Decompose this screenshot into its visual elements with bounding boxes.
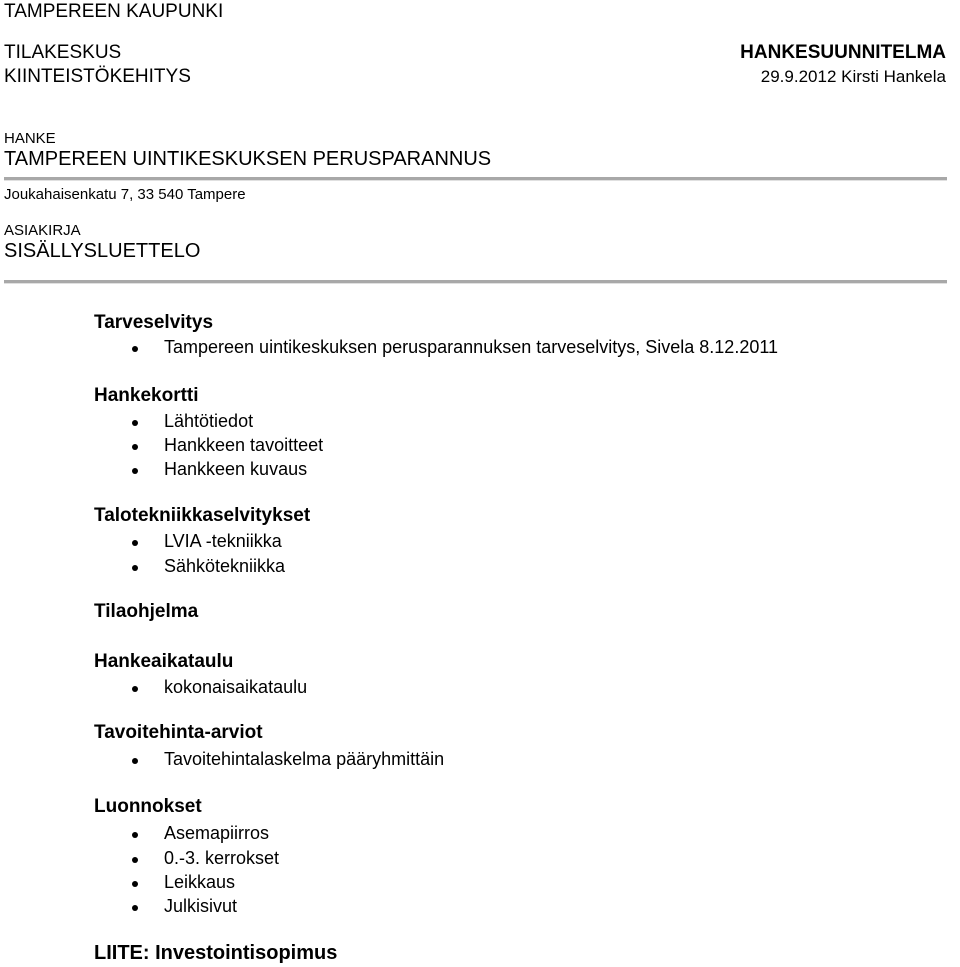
bullet-icon	[132, 857, 138, 863]
section-title: Hankeaikataulu	[94, 651, 234, 672]
bullet-icon	[132, 758, 138, 764]
section-title: Luonnokset	[94, 796, 202, 817]
project-title: TAMPEREEN UINTIKESKUKSEN PERUSPARANNUS	[4, 148, 492, 170]
bullet-icon	[132, 565, 138, 571]
list-item: LVIA -tekniikka	[164, 531, 282, 551]
list-item: 0.-3. kerrokset	[164, 848, 280, 868]
list-item: Tavoitehintalaskelma pääryhmittäin	[164, 749, 445, 769]
organization-name: TAMPEREEN KAUPUNKI	[4, 1, 224, 22]
document-type: HANKESUUNNITELMA	[740, 42, 946, 63]
department-name: TILAKESKUS	[4, 42, 122, 63]
section-title: Tavoitehinta-arviot	[94, 722, 263, 743]
project-label: HANKE	[4, 130, 56, 147]
section-title: Tilaohjelma	[94, 601, 199, 622]
list-item: kokonaisaikataulu	[164, 677, 308, 697]
divider	[4, 177, 947, 181]
date-author: 29.9.2012 Kirsti Hankela	[760, 67, 946, 86]
list-item: Hankkeen kuvaus	[164, 459, 308, 479]
list-item: Sähkötekniikka	[164, 556, 286, 576]
project-address: Joukahaisenkatu 7, 33 540 Tampere	[4, 186, 246, 203]
list-item: Leikkaus	[164, 872, 236, 892]
bullet-icon	[132, 468, 138, 474]
document-title: SISÄLLYSLUETTELO	[4, 240, 201, 262]
list-item: Asemapiirros	[164, 823, 270, 843]
bullet-icon	[132, 832, 138, 838]
bullet-icon	[132, 540, 138, 546]
section-title: Tarveselvitys	[94, 312, 214, 333]
bullet-icon	[132, 686, 138, 692]
section-title: Hankekortti	[94, 385, 199, 406]
section-title: Talotekniikkaselvitykset	[94, 505, 311, 526]
bullet-icon	[132, 420, 138, 426]
divider	[4, 280, 947, 284]
section-title: LIITE: Investointisopimus	[94, 942, 338, 964]
bullet-icon	[132, 346, 138, 352]
list-item: Tampereen uintikeskuksen perusparannuksen tarveselvitys, Sivela 8.12.2011	[164, 337, 779, 357]
bullet-icon	[132, 881, 138, 887]
bullet-icon	[132, 444, 138, 450]
list-item: Julkisivut	[164, 896, 238, 916]
document-label: ASIAKIRJA	[4, 222, 81, 239]
sub-department-name: KIINTEISTÖKEHITYS	[4, 66, 191, 87]
bullet-icon	[132, 905, 138, 911]
list-item: Lähtötiedot	[164, 411, 254, 431]
list-item: Hankkeen tavoitteet	[164, 435, 324, 455]
